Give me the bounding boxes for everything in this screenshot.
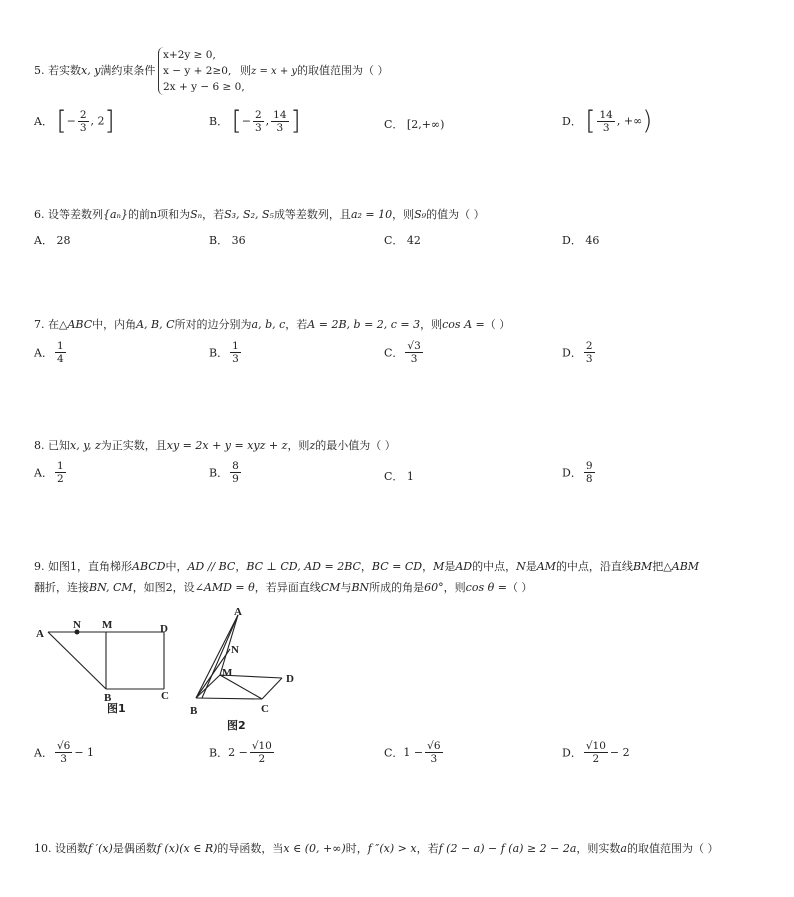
q6-terms: S₃, S₂, S₅ <box>224 208 274 221</box>
q9-figure-2 <box>182 603 307 735</box>
q7-tri: △ABC <box>59 318 93 331</box>
q10-cond: f (2 − a) − f (a) ≥ 2 − 2a <box>438 842 577 855</box>
q7-c-den: 3 <box>410 353 418 365</box>
q5-d-label: D． <box>562 115 582 128</box>
fig2-edge-cd <box>262 678 282 699</box>
q9-l1d: ， <box>360 560 372 573</box>
q9-par: AD // BC <box>187 560 236 573</box>
fig1-label-c: C <box>161 690 169 702</box>
q7-stem-prefix: 7. 在 <box>34 318 59 331</box>
q9-stem-line1 <box>34 560 699 574</box>
q9-m: M <box>433 560 445 573</box>
q9-option-b <box>209 740 276 765</box>
q10-e: ，若 <box>416 842 439 855</box>
q5-a-den: 3 <box>79 121 87 134</box>
q6-s9: S₉ <box>414 208 427 221</box>
q5-b-num1: 2 <box>254 108 262 121</box>
q9-bn: BN <box>351 581 370 594</box>
q9-c-label: C． <box>384 746 404 760</box>
q9-l1a: 9. 如图1，直角梯形 <box>34 560 132 573</box>
q9-deg: 60° <box>424 581 444 594</box>
q9-l1e: ， <box>422 560 434 573</box>
q5-d-num: 14 <box>599 108 613 121</box>
q8-b-den: 9 <box>232 473 239 485</box>
q9-option-d <box>562 740 630 765</box>
q8-b-num: 8 <box>232 460 239 472</box>
q5-stem-suffix: 的取值范围为（ ） <box>297 64 389 77</box>
q7-stem-mid: 中，内角 <box>92 318 137 331</box>
q5-a-frac <box>78 109 89 134</box>
q9-c-num: √6 <box>427 740 441 752</box>
q5-constraint-1: x+2y ≥ 0, <box>163 49 216 61</box>
q8-d-den: 8 <box>585 473 593 485</box>
q7-b-den: 3 <box>232 353 239 365</box>
q6-stem-suffix: 的值为（ ） <box>426 208 485 221</box>
q8-option-d <box>562 460 597 485</box>
fig2-edge-ab <box>196 615 238 698</box>
q9-d-rest: − 2 <box>609 746 630 759</box>
q9-angle: ∠AMD = θ <box>194 581 255 594</box>
q8-d-num: 9 <box>585 460 593 472</box>
q5-b-den1: 3 <box>254 121 262 134</box>
q7-stem-suffix: （ ） <box>484 318 511 331</box>
q9-abm: △ABM <box>663 560 700 573</box>
q9-b-den: 2 <box>258 753 266 765</box>
q10-ineq: f ″(x) > x <box>367 842 417 855</box>
q5-a-rbracket: ] <box>104 106 115 136</box>
fig1-label-n: N <box>73 619 81 631</box>
q9-l1i: 的中点，沿直线 <box>555 560 633 573</box>
q9-b-num: √10 <box>251 740 272 752</box>
q5-b-rbracket: ] <box>290 106 301 136</box>
fig2-label-n: N <box>231 644 239 656</box>
q5-expr: z = x + y <box>251 66 298 77</box>
q5-a-lbracket: [ <box>56 106 67 136</box>
q9-a-num: √6 <box>56 740 71 752</box>
q9-l2g: （ ） <box>506 581 533 594</box>
fig2-label-m: M <box>222 667 233 679</box>
fig1-label-a: A <box>36 628 44 640</box>
q5-d-rest: , +∞ <box>616 114 643 128</box>
q9-l1c: ， <box>235 560 247 573</box>
q7-c-frac <box>405 340 422 365</box>
q5-stem-mid2: 则 <box>240 64 251 77</box>
q10-g: ，则实数 <box>576 842 621 855</box>
q7-a-frac <box>55 340 66 365</box>
q5-d-den: 3 <box>602 121 610 134</box>
q7-angles: A, B, C <box>136 318 175 331</box>
q5-a-rest: , 2 <box>90 114 105 128</box>
q5-constraint-2: x − y + 2≥0, <box>163 65 232 77</box>
q5-option-d <box>562 108 652 134</box>
q8-stem-mid2: ，则 <box>287 439 310 452</box>
q7-ask: cos A = <box>442 318 485 331</box>
q10-b: 是偶函数 <box>112 842 157 855</box>
fig2-label-b: B <box>190 705 198 717</box>
q8-vars: x, y, z <box>70 439 101 452</box>
q5-option-b <box>209 108 301 134</box>
q8-stem-prefix: 8. 已知 <box>34 439 70 452</box>
q7-c-label: C． <box>384 346 404 360</box>
q9-l1h: 是 <box>525 560 537 573</box>
q9-a-den: 3 <box>60 753 67 765</box>
q10-fp: f ′(x) <box>88 842 113 855</box>
q5-stem <box>34 64 155 78</box>
fig1-label-m: M <box>102 619 113 631</box>
q8-a-frac <box>55 460 66 485</box>
q10-dom: x ∈ (0, +∞) <box>283 842 346 855</box>
q7-a-den: 4 <box>56 353 64 365</box>
fig2-label-d: D <box>286 673 294 685</box>
q6-option-a: A． 28 <box>34 234 71 247</box>
q9-d-den: 2 <box>592 753 600 765</box>
fig2-edge-ab2 <box>202 615 238 698</box>
q5-b-label: B． <box>209 115 229 128</box>
q8-stem <box>34 439 396 453</box>
q8-b-frac <box>230 460 241 485</box>
fig2-edge-bc <box>196 698 262 699</box>
q6-stem-mid3: 成等差数列，且 <box>273 208 351 221</box>
q10-a: 10. 设函数 <box>34 842 88 855</box>
q5-option-c <box>384 116 444 132</box>
fig1-label-d: D <box>160 623 168 635</box>
q9-n: N <box>516 560 526 573</box>
q5-a-sign: − <box>66 114 76 128</box>
q7-c-num: √3 <box>407 340 421 352</box>
fig1-label-b: B <box>104 692 112 704</box>
q7-a-label: A． <box>34 346 53 360</box>
fig2-caption: 图2 <box>227 719 246 732</box>
q7-d-frac <box>584 340 595 365</box>
q5-b-lbracket: [ <box>231 106 242 136</box>
q9-option-a <box>34 740 94 765</box>
q7-option-c <box>384 340 425 365</box>
q9-d-frac <box>584 740 608 765</box>
q7-a-num: 1 <box>56 340 64 352</box>
q9-l2e: 所成的角是 <box>369 581 425 594</box>
q9-a-label: A． <box>34 746 53 760</box>
q7-b-label: B． <box>209 346 229 360</box>
q9-b-label: B． <box>209 746 229 760</box>
fig1-caption: 图1 <box>107 702 126 715</box>
q5-stem-tail <box>240 64 389 79</box>
q5-a-num: 2 <box>79 108 87 121</box>
q7-option-a <box>34 340 68 365</box>
q5-c-label: C． <box>384 118 404 131</box>
q5-b-den2: 3 <box>276 121 284 134</box>
q5-b-frac2 <box>271 109 288 134</box>
q6-option-d: D． 46 <box>562 234 600 247</box>
q9-cond2: BC = CD <box>371 560 423 573</box>
q9-cos: cos θ = <box>465 581 507 594</box>
q9-l1f: 是 <box>444 560 456 573</box>
q6-stem <box>34 208 485 222</box>
q5-constraint-system <box>158 47 245 95</box>
q7-stem-mid2: 所对的边分别为 <box>174 318 252 331</box>
fig2-label-c: C <box>261 703 269 715</box>
q8-d-frac <box>584 460 595 485</box>
q7-stem-mid4: ，则 <box>420 318 443 331</box>
q8-z: z <box>309 439 316 452</box>
q10-c: 的导函数，当 <box>217 842 284 855</box>
q6-stem-prefix: 6. 设等差数列 <box>34 208 103 221</box>
q9-l2a: 翻折，连接 <box>34 581 89 594</box>
q9-c-den: 3 <box>430 753 438 765</box>
q10-f: f (x)(x ∈ R) <box>156 842 218 855</box>
q10-d: 时， <box>345 842 368 855</box>
q9-d-label: D． <box>562 746 582 760</box>
q8-b-label: B． <box>209 466 229 480</box>
q9-abcd: ABCD <box>132 560 166 573</box>
q9-a-frac <box>55 740 72 765</box>
q6-stem-mid: 的前n项和为 <box>128 208 191 221</box>
q5-option-a <box>34 108 115 134</box>
q8-option-c: C． 1 <box>384 470 414 483</box>
q9-bm: BM <box>632 560 653 573</box>
q5-b-sign: − <box>241 114 251 128</box>
q5-d-lbracket: [ <box>585 106 596 136</box>
q8-a-num: 1 <box>56 460 64 472</box>
q6-sn: Sₙ <box>190 208 203 221</box>
q8-option-b <box>209 460 243 485</box>
q6-stem-mid2: ，若 <box>202 208 225 221</box>
q5-b-comma: , <box>265 114 270 128</box>
q9-c-frac <box>425 740 442 765</box>
q9-ad: AD <box>455 560 473 573</box>
q7-b-frac <box>230 340 241 365</box>
q5-vars: x, y <box>81 64 101 77</box>
q9-l1b: 中， <box>165 560 188 573</box>
q7-d-num: 2 <box>585 340 593 352</box>
q7-option-d <box>562 340 597 365</box>
q5-stem-mid: 满约束条件 <box>100 64 156 77</box>
q9-stem-line2 <box>34 581 532 595</box>
q8-given: xy = 2x + y = xyz + z <box>166 439 288 452</box>
q9-l2f: ，则 <box>443 581 466 594</box>
q7-stem <box>34 318 510 332</box>
q5-c-text: [2,+∞) <box>406 118 445 131</box>
q10-av: a <box>620 842 627 855</box>
q5-constraints <box>158 47 245 95</box>
q9-option-c <box>384 740 445 765</box>
q8-a-label: A． <box>34 466 53 480</box>
q8-d-label: D． <box>562 466 582 480</box>
q9-c-pre: 1 − <box>403 746 424 759</box>
q7-option-b <box>209 340 243 365</box>
q9-l2d: 与 <box>340 581 352 594</box>
q7-sides: a, b, c <box>251 318 286 331</box>
q7-given: A = 2B, b = 2, c = 3 <box>307 318 421 331</box>
q7-stem-mid3: ，若 <box>285 318 308 331</box>
q7-b-num: 1 <box>232 340 239 352</box>
q7-d-label: D． <box>562 346 582 360</box>
q8-stem-mid: 为正实数，且 <box>100 439 167 452</box>
q9-l1j: 把 <box>652 560 664 573</box>
fig2-label-a: A <box>234 606 242 618</box>
q9-cm: CM <box>320 581 341 594</box>
q10-h: 的取值范围为（ ） <box>626 842 719 855</box>
q6-option-c: C． 42 <box>384 234 421 247</box>
q9-am: AM <box>536 560 556 573</box>
q5-d-rbracket: ) <box>642 106 653 136</box>
q7-d-den: 3 <box>585 353 593 365</box>
q8-a-den: 2 <box>56 473 64 485</box>
q6-option-b: B． 36 <box>209 234 246 247</box>
q5-d-frac <box>597 109 614 134</box>
q10-stem <box>34 842 718 856</box>
q9-b-frac <box>250 740 274 765</box>
q6-stem-mid4: ，则 <box>392 208 415 221</box>
fig2-edge-bm <box>196 675 220 698</box>
q9-b-pre: 2 − <box>228 746 248 759</box>
q9-l1g: 的中点， <box>472 560 517 573</box>
q5-stem-prefix: 5. 若实数 <box>34 64 81 77</box>
q9-l2b: ，如图2，设 <box>132 581 195 594</box>
q9-a-rest: − 1 <box>74 746 95 759</box>
q5-b-num2: 14 <box>273 108 287 121</box>
q5-a-label: A． <box>34 115 53 128</box>
fig1-edge-ab <box>48 632 106 689</box>
q8-stem-suffix: 的最小值为（ ） <box>315 439 396 452</box>
q5-b-frac1 <box>253 109 264 134</box>
q9-cond1: BC ⊥ CD, AD = 2BC <box>246 560 361 573</box>
q9-l2c: ，若异面直线 <box>254 581 321 594</box>
q6-seq: {aₙ} <box>103 208 129 221</box>
q9-figure-1 <box>30 612 180 717</box>
q8-option-a <box>34 460 68 485</box>
q5-constraint-3: 2x + y − 6 ≥ 0, <box>163 81 245 93</box>
q9-bncm: BN, CM <box>89 581 133 594</box>
q9-d-num: √10 <box>585 740 606 752</box>
q6-given: a₂ = 10 <box>350 208 393 221</box>
